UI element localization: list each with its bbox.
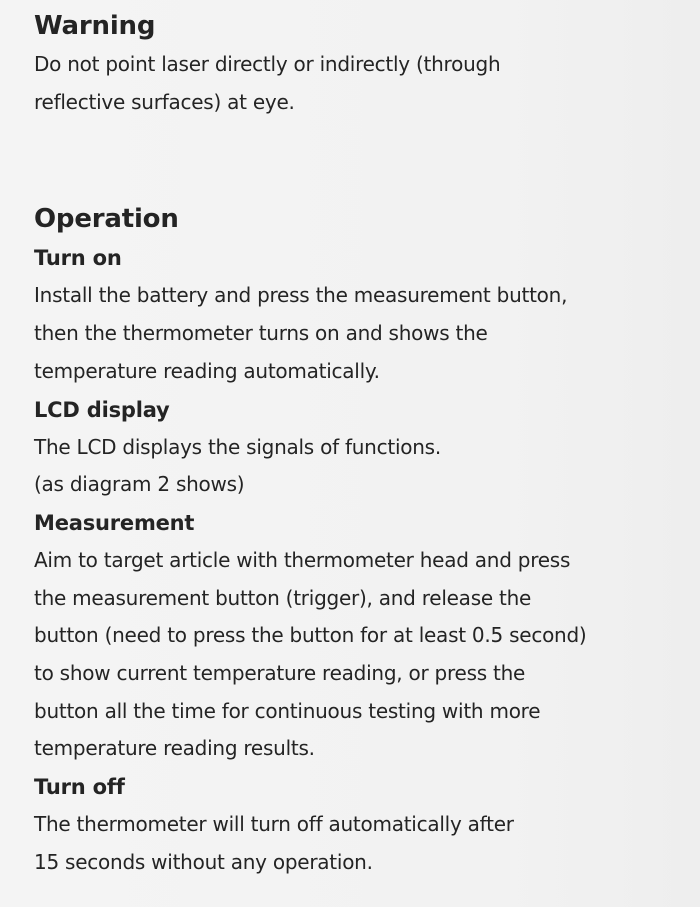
turn-off-line: 15 seconds without any operation.: [34, 849, 373, 874]
turn-on-line: then the thermometer turns on and shows the: [34, 321, 488, 346]
measurement-line: temperature reading results.: [34, 736, 315, 761]
section-spacer: [34, 121, 700, 199]
warning-text: [34, 46, 700, 121]
lcd-display-heading: LCD display: [34, 397, 170, 422]
warning-section: [34, 6, 700, 121]
measurement-heading: Measurement: [34, 510, 195, 535]
operation-heading: Operation: [34, 204, 179, 235]
turn-off-heading: Turn off: [34, 775, 125, 800]
turn-off-line: The thermometer will turn off automatically after: [34, 812, 514, 837]
measurement-line: the measurement button (trigger), and release the: [34, 585, 532, 610]
turn-on-line: Install the battery and press the measurement button,: [34, 283, 568, 308]
measurement-text: [34, 542, 700, 768]
measurement-line: Aim to target article with thermometer head and press: [34, 547, 571, 572]
measurement-line: button all the time for continuous testing with more: [34, 698, 541, 723]
measurement-line: to show current temperature reading, or press the: [34, 661, 526, 686]
warning-heading: Warning: [34, 11, 156, 41]
measurement-line: button (need to press the button for at least 0.5 second): [34, 623, 587, 648]
lcd-display-text: [34, 429, 700, 504]
warning-line: reflective surfaces) at eye.: [34, 89, 295, 114]
turn-on-heading: Turn on: [34, 246, 122, 271]
turn-off-text: [34, 806, 700, 881]
lcd-display-line: (as diagram 2 shows): [34, 472, 245, 497]
warning-line: Do not point laser directly or indirectly (through: [34, 52, 501, 76]
operation-section: [34, 199, 700, 881]
lcd-display-line: The LCD displays the signals of functions.: [34, 434, 441, 459]
turn-on-text: [34, 277, 700, 390]
turn-on-line: temperature reading automatically.: [34, 358, 380, 383]
